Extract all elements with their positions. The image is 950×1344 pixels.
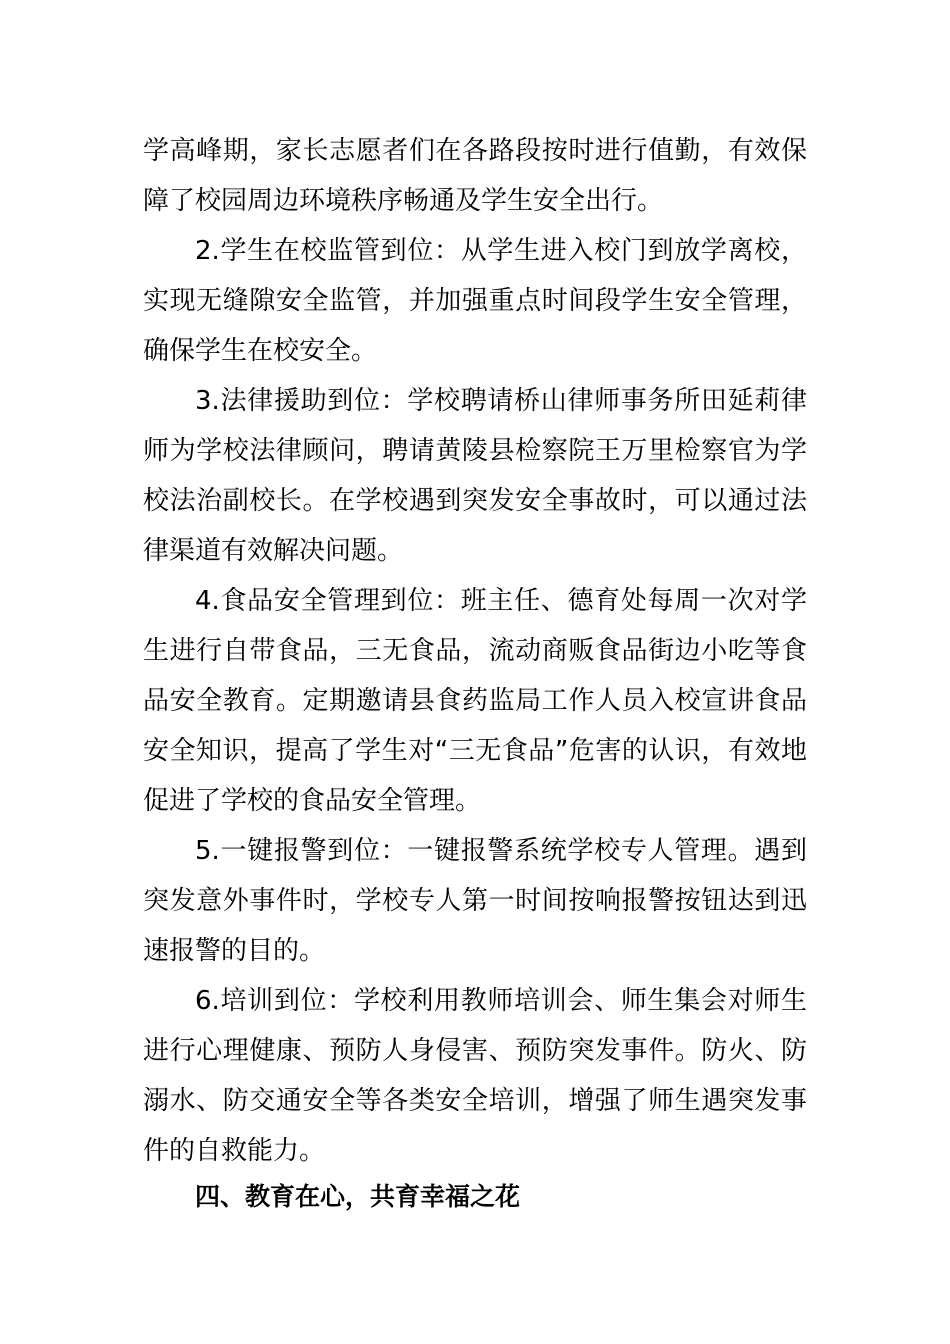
paragraph-one-key-alarm: 5.一键报警到位：一键报警系统学校专人管理。遇到突发意外事件时，学校专人第一时间按响报警按钮达到迅速报警的目的。	[143, 836, 807, 966]
section-heading: 四、教育在心，共育幸福之花	[195, 1182, 521, 1211]
paragraph-continuation: 学高峰期，家长志愿者们在各路段按时进行值勤，有效保障了校园周边环境秩序畅通及学生安全出行。	[143, 136, 807, 216]
paragraph-student-supervision: 2.学生在校监管到位：从学生进入校门到放学离校，实现无缝隙安全监管，并加强重点时间段学生安全管理，确保学生在校安全。	[143, 236, 807, 366]
paragraph-legal-aid: 3.法律援助到位：学校聘请桥山律师事务所田延莉律师为学校法律顾问，聘请黄陵县检察院王万里检察官为学校法治副校长。在学校遇到突发安全事故时，可以通过法律渠道有效解决问题。	[143, 386, 807, 566]
body-text	[143, 126, 807, 1176]
paragraph-training: 6.培训到位：学校利用教师培训会、师生集会对师生进行心理健康、预防人身侵害、预防突发事件。防火、防溺水、防交通安全等各类安全培训，增强了师生遇突发事件的自救能力。	[143, 986, 807, 1166]
paragraph-food-safety: 4.食品安全管理到位：班主任、德育处每周一次对学生进行自带食品，三无食品，流动商贩食品街边小吃等食品安全教育。定期邀请县食药监局工作人员入校宣讲食品安全知识，提高了学生对“三无食品”危害的认识，有效地促进了学校的食品安全管理。	[143, 586, 807, 816]
